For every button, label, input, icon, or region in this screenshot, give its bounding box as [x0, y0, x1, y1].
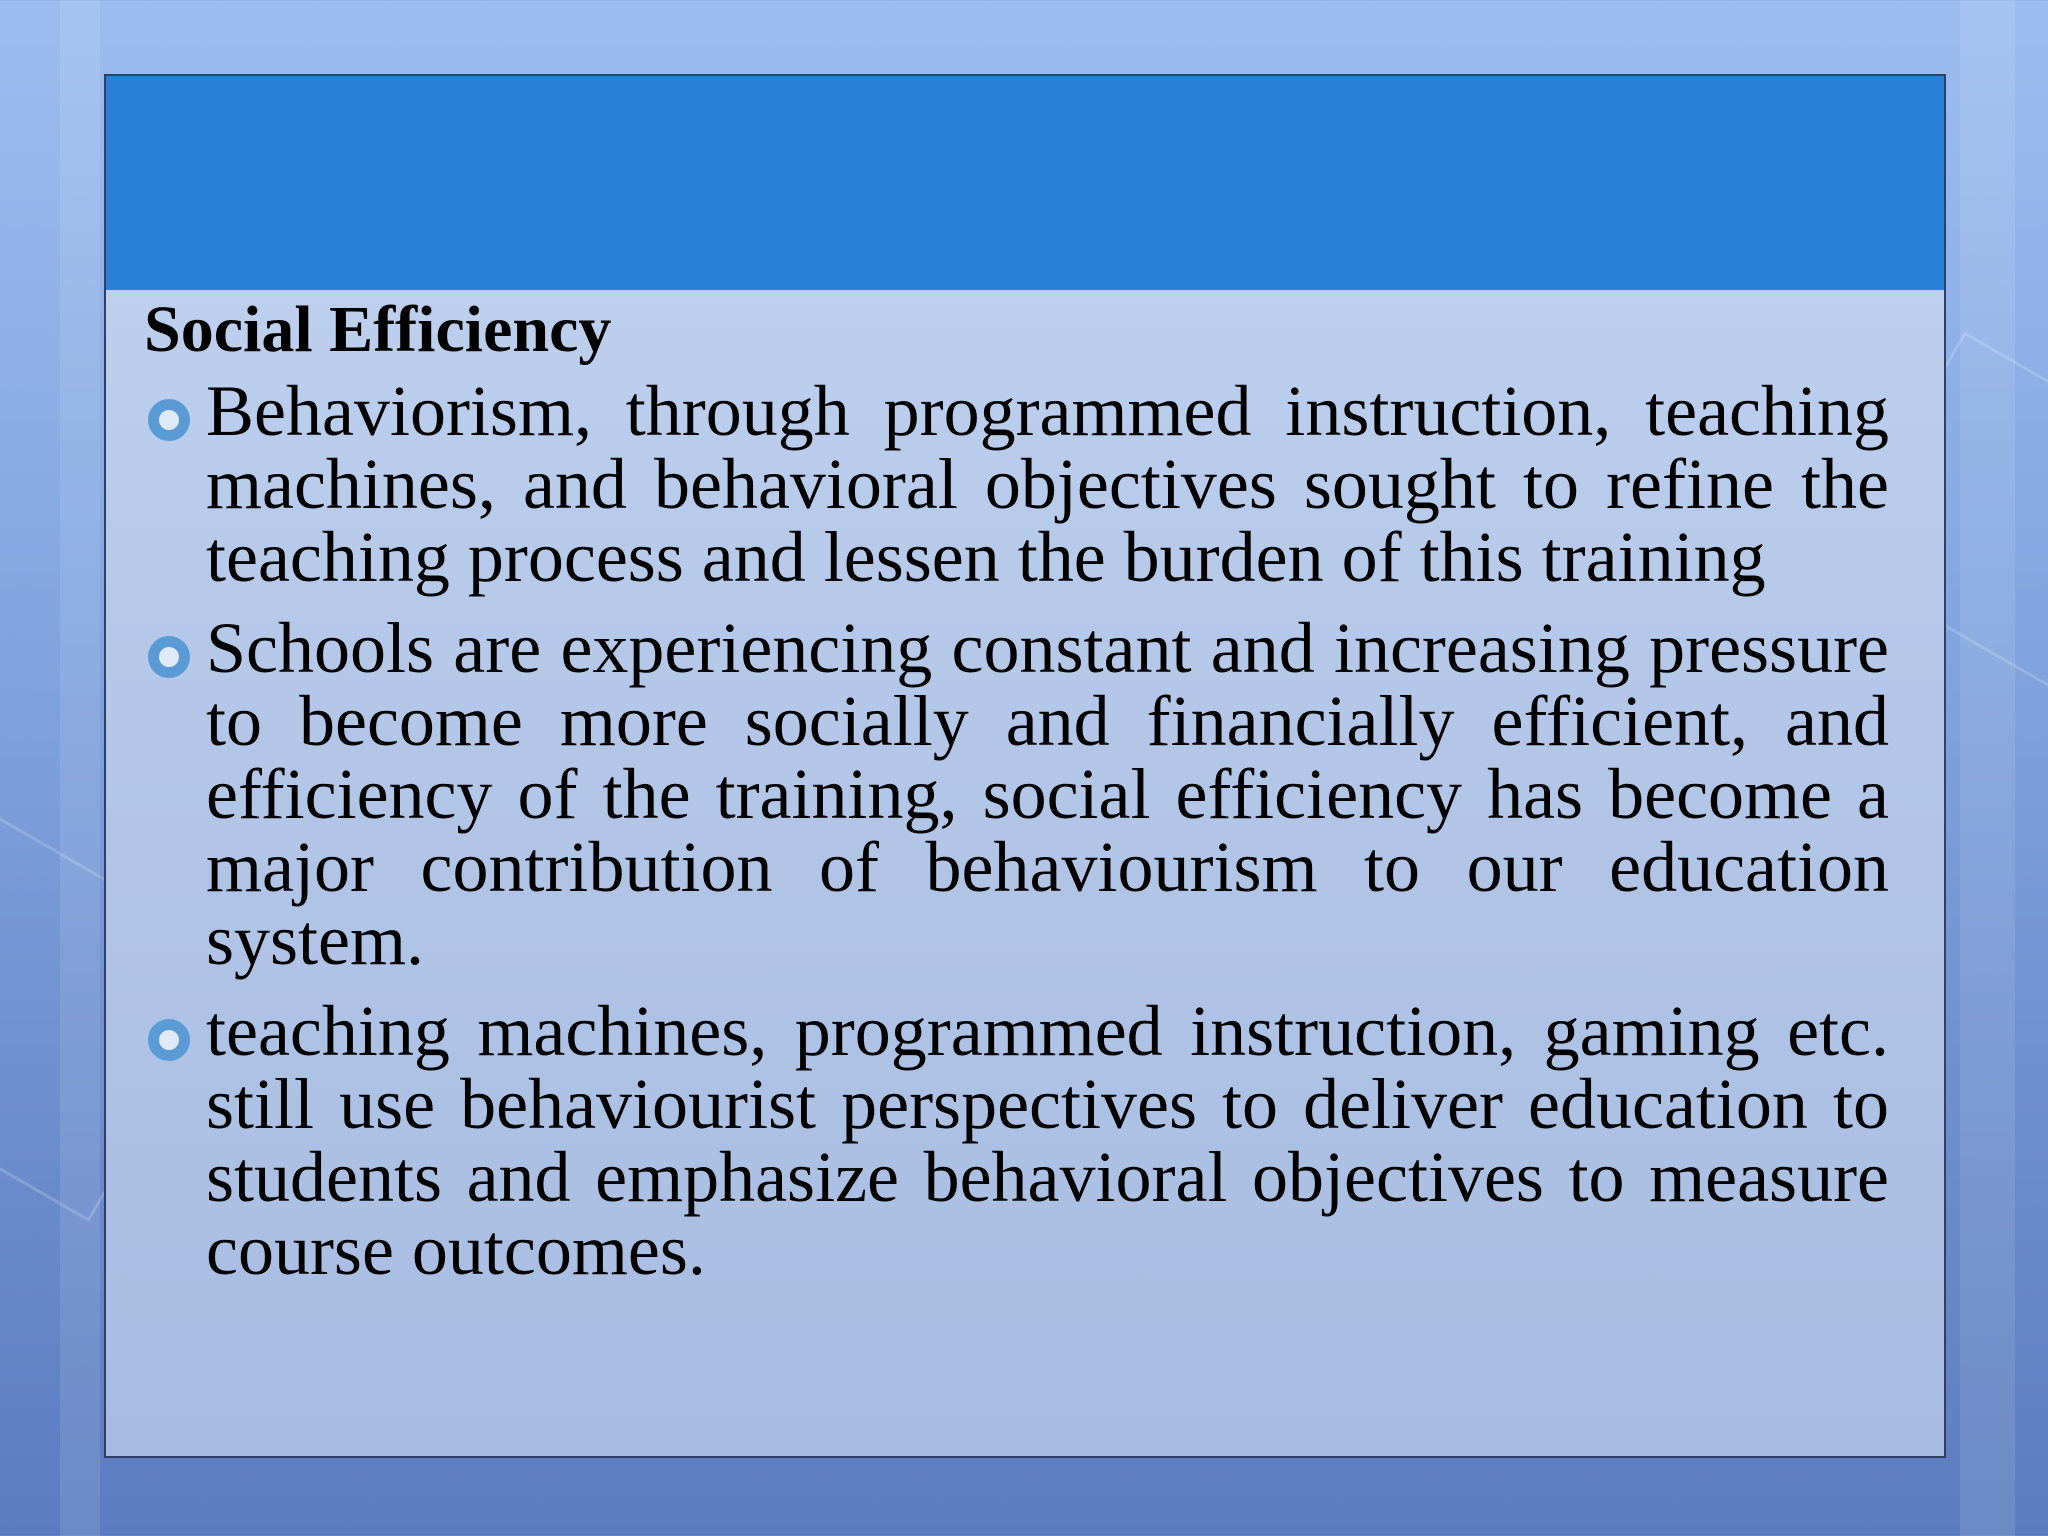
bullet-item — [144, 371, 1889, 598]
bullet-circle-icon — [148, 1019, 190, 1061]
slide-content — [144, 290, 1889, 1305]
bullet-text: teaching machines, programmed instruction, gaming etc. still use behaviourist perspectives to deliver education to students and emphasize behavioral objectives to measure course outcomes. — [206, 991, 1889, 1291]
bullet-circle-icon — [148, 636, 190, 678]
bullet-item — [144, 991, 1889, 1291]
bullet-item — [144, 608, 1889, 981]
slide-panel — [104, 74, 1946, 1458]
background-stripe — [1960, 0, 2015, 1536]
bullet-text: Schools are experiencing constant and increasing pressure to become more socially and financially efficient, and efficiency of the training, social efficiency has become a major contribution of behaviourism to our education system. — [206, 608, 1889, 981]
background-stripe — [60, 0, 100, 1536]
title-bar — [106, 76, 1944, 290]
bullet-text: Behaviorism, through programmed instruction, teaching machines, and behavioral objectives sought to refine the teaching process and lessen the burden of this training — [206, 371, 1889, 598]
bullet-circle-icon — [148, 399, 190, 441]
section-heading: Social Efficiency — [144, 293, 612, 366]
